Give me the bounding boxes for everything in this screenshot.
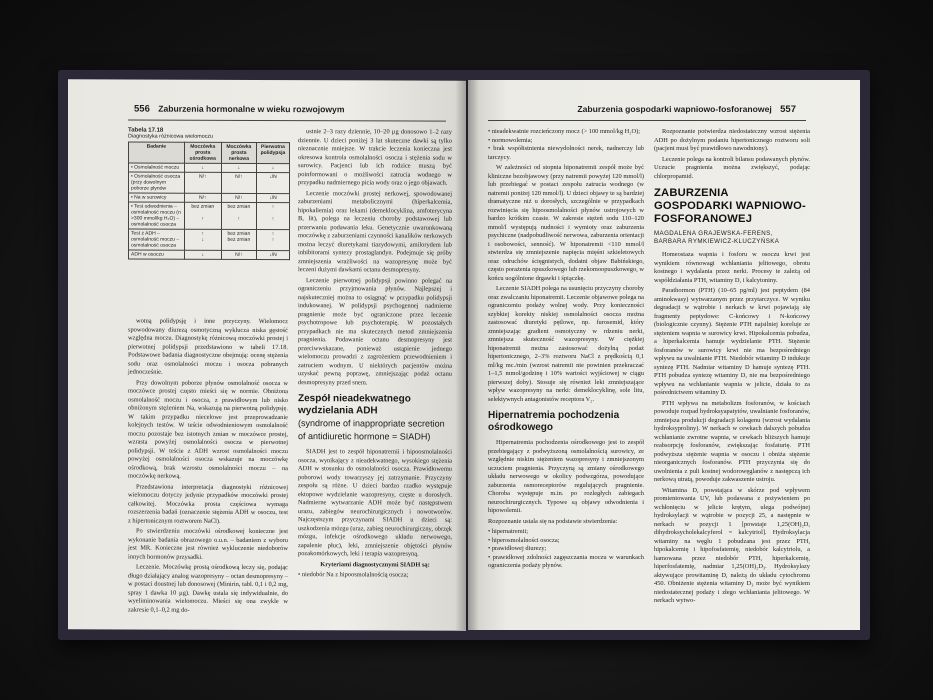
recognition-item: • prawidłowej zdolności zagęszczania moczu w warunkach ograniczenia podaży płynów. [488,554,644,571]
body-paragraph: Parathormon (PTH) (10–65 pg/ml) jest peptydem (84 aminokwasy) wytwarzanym przez przytarczyce. W wyniku degradacji w wątrobie i nerkach w krwi pojawiają się fragmenty peptydowe: C-końcowy i N-końcowy (biologicznie czynny). Stężenie PTH najsilniej koreluje ze stężeniem wapnia w surowicy krwi. Hipokalcemia pobudza, a hiperkalcemia hamuje wydzielanie PTH. Stężenie fosforanów w surowicy krwi nie ma bezpośredniego wpływu na uwalnianie PTH. Niedobór witaminy D indukuje syntezę PTH. Nadmiar witaminy D hamuje syntezę PTH. PTH pobudza syntezę witaminy D, nie ma bezpośredniego wpływu na wchłanianie wapnia w jelicie, działa to za pośrednictwem witaminy D. [654,287,810,396]
right-head-rule [488,120,806,121]
table-cell: • Test odwodnienia – osmolalność moczu (n >300 mmol/kg H₂O) – osmolalność osocza [129,202,185,229]
body-paragraph: Rozpoznanie potwierdza niedostateczny wzrost stężenia ADH po dożylnym podaniu hipertonicznego roztworu soli (pacjent musi być prawidłowo nawodniony). [654,128,810,152]
table-cell: ↓/N [256,193,289,202]
table-title: Tabela 17.18 [128,127,164,134]
table-cell: ↓ [256,163,289,172]
recognition-item: • hiperosmolalności osocza; [488,537,644,546]
body-paragraph: SIADH jest to zespół hiponatremii i hipoosmolalności osocza, wynikający z nieadekwatnego, wysokiego stężenia ADH w stosunku do osmolalności osocza. Prawidłowemu poborowi wody towarzyszy jej zatrzymanie. Przyczyny zespołu są różne. U dzieci bardzo rzadko występuje ektopowe wydzielanie wazopresyny, częste u dorosłych. Nadmierne wytwarzanie ADH może być następstwem urazu, zabiegów neurochirurgicznych i nowotworów. Najczęstszym przyczynami SIADH u dzieci są: uszkodzenia mózgu (uraz, zabieg neurochirurgiczny, obrzęk mózgu, infekcje ośrodkowego układu nerwowego, zapalenie płuc), leki, zmniejszenie objętości płynów pozakomórkowych, leki i terapia wazopresyną. [298,448,452,558]
table-cell: N/↑ [221,193,256,202]
siadh-heading-main: Zespół nieadekwatnego wydzielania ADH [298,393,411,417]
criteria-list [298,571,452,580]
table-cell: N/↑ [221,250,256,259]
hypernatremia-heading: Hipernatremia pochodzenia ośrodkowego [488,410,620,433]
criteria-item: • brak współistnienia niewydolności nerek, nadnerczy lub tarczycy. [488,145,644,162]
body-paragraph: Po stwierdzeniu moczówki ośrodkowej konieczne jest wykonanie badania obrazowego o.u.n. – badaniem z wyboru jest MR. Konieczne jest również wykluczenie niedoborów innych hormonów przysadki. [128,527,288,561]
body-paragraph: Przy dowolnym poborze płynów osmolalność osocza w moczówce prostej często mieści się w normie. Obniżona osmolalność moczu i osocza, z prawidłowym lub nisko obniżonym stężeniem Na, wskazują na pierwotną polidypsję. W takim przypadku niecelowe jest przeprowadzanie kolejnych testów. W teście odwodnieniowym osmolalność moczu pozostaje bez istotnych zmian w moczówce prostej, wzrasta powyżej osmolalności osocza w pierwotnej polidypsji. W teście z ADH wzrost osmolalności moczu powyżej osmolalności osocza wskazuje na moczówkę ośrodkową, brak wzrostu osmolalności moczu – na moczówkę nerkową. [128,379,288,480]
left-column-1 [128,318,288,618]
author-1: MAGDALENA GRAJEWSKA-FERENS, [654,230,773,237]
recognition-list [488,528,644,571]
table-cell: ↑ ↓ [184,229,221,250]
table-subtitle: Diagnostyka różnicowa wielomoczu [128,133,214,140]
left-running-title: Zaburzenia hormonalne w wieku rozwojowym [158,103,345,115]
body-paragraph: Homeostaza wapnia i fosforu w osoczu krwi jest wynikiem równowagi wchłaniania jelitowego, obrotu kostnego i wydalania przez nerki. Procesy te zależą od współdziałania PTH, witaminy D, i kalcytoniny. [654,251,810,284]
table-17-18 [128,128,290,261]
criteria-title: Kryteriami diagnostycznymi SIADH są: [320,560,430,569]
criteria-item: • normowolemia; [488,137,644,146]
body-paragraph: Leczenie SIADH polega na usunięciu przyczyny choroby oraz zwalczaniu hiponatremii. Leczenie objawowe polega na ograniczeniu podaży wolnej wody. Przy konieczności szybkiej korekty niskiej osmolalności osocza można zastosować diuretyki pętlowe, np. furosemid, który zmniejszając gradient osmotyczny w rdzeniu nerki, zmniejsza skuteczność wazopresyny. W ciężkiej hiponatremii można zastosować dożylną podaż hipertonicznego, 2–3% roztworu NaCl z prędkością 0,1 ml/kg mc./min (wzrost natremii nie powinien przekraczać 1–1,5 mmol/godzinę i 10% wartości wyjściowej w ciągu pierwszej doby). Stosuje się również leki zmniejszające wpływ wazopresyny na nerki: demeklocyklinę, sole litu, selektywnych antagonistów receptora V₂. [488,285,644,403]
siadh-heading [298,393,452,444]
body-paragraph: Leczenie pierwotnej polidypsji powinno polegać na ograniczeniu przyjmowania płynów. Najlepszej i najskuteczniej można to osiągnąć w przypadku polidypsji indukowanej. W polidypsji psychogennej nadmierne pragnienie może być ograniczone przez leczenie psychotropowe lub psychoterapię. W pozostałych przypadkach nie ma skutecznych metod zmniejszenia pragnienia. Podawanie octanu desmopresyny jest przeciwwskazane, ponieważ ustąpienie jednego wielomoczu prowadzi z zagrożeniem przewodnieniem i zatruciem wodnym. U niektórych pacjentów można uzyskać pewną poprawę, zmniejszając podaż octanu desmopresyny przed snem. [298,276,452,386]
table-cell: Test z ADH – osmolalność moczu – osmolalność osocza [129,229,185,250]
table-cell: ↓ [184,250,221,259]
recognition-item: • hipernatremii; [488,528,644,537]
table-header-cell: Pierwotna polidypsja [256,142,289,163]
body-paragraph: Witamina D, powstająca w skórze pod wpływem promieniowania UV, lub podawana z pożywieniem po wchłonięciu w jelicie krętym, ulega podwójnej hydroksylacji w wątrobie w pozycji 25, a następnie w nerkach w pozycji 1 [powstaje 1,25(OH)₂D, dihydroksycholekalcyferol = kalcytriol]. Hydroksylacja witaminy na węglu 1 pobudzana jest przez PTH, hipokalcemię i hipofosfatemię, niedobór kalcytriolu, a hamowana przez niedobór PTH, hiperkalcemię, hiperfosfatemię, nadmiar 1,25(OH)₂D₃. Hydroksylazy aktywujące prowitaminę D, należą do układu cytochromu 450. Obniżenie stężenia witaminy D₃ może być wynikiem niedostatecznej podaży i złego wchłaniania jelitowego. W nerkach wytwo- [654,486,810,604]
body-paragraph: PTH wpływa na metabolizm fosforanów, w kościach powoduje rozpad hydroksyapatytów, uwalnianie fosforanów, zmniejsza produkcji degradacji kolagenu (wzrost wydalania hydroksyproliny). W nerkach w cewkach dalszych pobudza wchłanianie zwrotne wapnia, w cewkach bliższych hamuje reabsorpcję fosforanów, zwiększając fosfaturię. PTH podwyższa stężenie wapnia w osoczu i obniża stężenie nieorganicznych fosforanów. PTH przyczynia się do uwolnienia z puli kostnej wodorowęglanów z następczą ich nerkową utratą, powoduje zakwaszenie ustroju. [654,399,810,483]
right-page-number: 557 [780,104,796,115]
right-running-title: Zaburzenia gospodarki wapniowo-fosforanowej [577,104,772,114]
table-cell: • Na w surowicy [129,193,185,202]
left-page-number: 556 [134,103,150,115]
table-header-cell: Badanie [129,142,185,163]
recognition-item: • prawidłowej diurezy; [488,545,644,554]
author-2: BARBARA RYMKIEWICZ-KLUCZYŃSKA [654,238,780,245]
table-cell: bez zmian ↑ [184,202,221,229]
body-paragraph: wotną polidypsję i inne przyczyny. Wielomocz spowodowany diurezą osmotyczną wyklucza niska gęstość względna moczu. Diagnostykę różnicową moczówki prostej i pierwotnej polidypsji przedstawiono w tabeli 17.18. Podstawowe badania diagnostyczne obejmują: ocenę stężenia sodu oraz osmolalności moczu i osocza pobranych jednocześnie. [128,317,288,376]
table-cell: ↓/N [256,172,289,193]
table-row [129,250,290,260]
body-paragraph: Leczenie polega na kontroli bilansu podawanych płynów. Uczucie pragnienia można zwiększyć, podając chlorpropamid. [654,155,810,180]
right-running-head [577,104,802,118]
table-cell: ↑ ↑ [256,229,289,250]
table-cell: bez zmian bez zmian [221,229,256,250]
table-cell: ADH w osoczu [129,250,185,259]
recognition-title: Rozpoznanie ustala się na podstawie stwierdzenia: [488,517,618,525]
criteria-item: • nieadekwatnie rozcieńczony mocz (> 100 mmol/kg H₂O); [488,128,644,137]
table-cell: ↓ [184,163,221,172]
table-row [129,229,290,251]
authors [654,230,810,246]
body-paragraph: Leczenie. Moczówkę prostą ośrodkową leczy się, podając długo działający analog wazopresyny – octan desmopresyny – w postaci doustnej lub donosowej (Minirin, tabl. 0,1 i 0,2 mg, spray 1 dawka 10 µg). Dawkę ustala się indywidualnie, do wyeliminowania wielomoczu. Mieści się ona zwykle w zakresie 0,1–0,2 mg do- [128,563,288,614]
table-cell: • Osmolalność osocza (przy dowolnym poborze płynów [129,172,185,193]
left-running-head [128,104,344,119]
table-row [129,172,290,194]
table-cell: ↑ ↑ [256,202,289,229]
body-paragraph: ustnie 2–3 razy dziennie, 10–20 µg donosowo 1–2 razy dziennie. U dzieci poniżej 3 lat skuteczne dawki są tylko nieznacznie mniejsze. W trakcie leczenia konieczna jest okresowa kontrola osmolalności osocza i stężenia sodu w surowicy. Pacjenci lub ich rodzice muszą być poinformowani o możliwości zatrucia wodnego w przypadku nadmiernego picia wody oraz o jego objawach. [298,128,452,187]
table-row [129,202,290,230]
table-cell: • Osmolalność moczu [129,163,185,172]
table-cell: N/↑ [221,172,256,193]
left-column-2 [298,128,452,582]
table-header-cell: Moczówka prosta ośrodkowa [184,142,221,163]
table-cell: ↓ [221,163,256,172]
body-paragraph: Hipernatremia pochodzenia ośrodkowego jest to zespół przebiegający z podwyższoną osmolalnością surowicy, ze względnie niskim stężeniem wazopresyny i zmniejszonym uczuciem pragnienia. Przyczyną są zmiany ośrodkowego układu nerwowego w okolicy podwzgórza, powodujące zaburzenia osmoreceptorów regulujących pragnienie. Choroba występuje m.in. po rozległych zabiegach neurochirurgicznych. Typowe są objawy odwodnienia i hipowolemii. [488,439,644,514]
body-paragraph: W zależności od stopnia hiponatremii zespół może być kliniczne bezobjawowy (przy natremii powyżej 120 mmol/l) lub przebiegać w postaci zespołu zatrucia wodnego (w natremii poniżej 120 mmol/l). U dzieci objawy te są bardziej dramatyczne niż u dorosłych, szczególnie w przypadkach rozwinięcia się hipoosmolalności płynów ustrojowych w bardzo krótkim czasie. W zakresie stężeń sodu 110–120 mmol/l występują nudności i wymioty oraz zaburzenia psychiczne (nadpobudliwość nerwowa, zaburzenia orientacji i osobowości, senność). W hiponatremii <110 mmol/l stwierdza się zmniejszenie napięcia mięśni szkieletowych oraz odruchów ścięgnistych, dodatni objaw Babińskiego, często porażenia opuszkowego lub rzekomoopuszkowego, w końcu uogólnione drgawki i śpiączkę. [488,164,644,282]
left-page [68,79,466,630]
section-title: ZABURZENIA GOSPODARKI WAPNIOWO-FOSFORANOWEJ [654,187,806,225]
right-column-2 [654,128,810,608]
left-head-rule [128,120,446,122]
differential-table [128,142,290,261]
body-paragraph: Leczenie moczówki prostej nerkowej, spowodowanej zaburzeniami metabolicznymi (hiperkalcemia, hipokaliemia) oraz lekami (demeklocyklina, amfoterycyna B, lit), polega na leczeniu choroby podstawowej lub przerwaniu podawania leku. Genetycznie uwarunkowaną moczówkę z zaburzeniami czynności kanalików nerkowych można leczyć diuretykami tiazydowymi, amilorydem lub inhibitorami syntezy prostaglandyn. Podejmuje się próby zmniejszenia wrażliwości na wazopresynę może być leczeni dużymi dawkami octanu desmopresyny. [298,189,452,274]
right-page [468,80,860,630]
book-gutter [455,80,479,630]
table-cell: N/↑ [184,172,221,193]
table-cell: N/↑ [184,193,221,202]
body-paragraph: Przedstawiona interpretacja diagnostyki różnicowej wielomoczu dotyczy jedynie przypadków moczówki prostej całkowitej. Moczówka prosta częściowa wymaga rozszerzenia badań (oznaczenie stężenia ADH w osoczu, test z hipertonicznym roztworem NaCl). [128,483,288,525]
table-header-cell: Moczówka prosta nerkowa [221,142,256,163]
siadh-heading-sub: (syndrome of inappropriate secretion of antidiuretic hormone = SIADH) [298,418,445,442]
right-column-1 [488,128,644,573]
siadh-criteria-continued [488,128,644,162]
table-cell: bez zmian ↑ [221,202,256,229]
table-cell: ↓/N [256,250,289,259]
criteria-item: • niedobór Na z hipoosmolalnością osocza; [298,571,452,580]
